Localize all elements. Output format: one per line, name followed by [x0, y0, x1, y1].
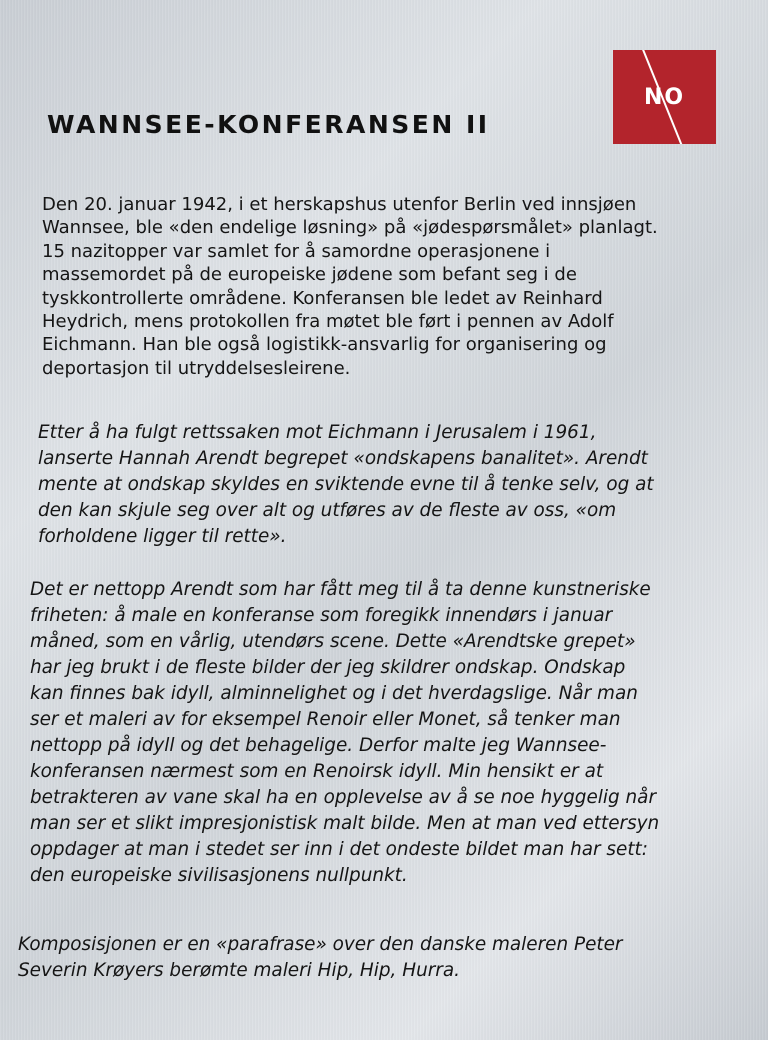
- text-line: Wannsee, ble «den endelige løsning» på «jødespørsmålet» planlagt.: [42, 217, 658, 239]
- text-line: konferansen nærmest som en Renoirsk idyll. Min hensikt er at: [30, 761, 604, 782]
- text-line: kan finnes bak idyll, alminnelighet og i det hverdagslige. Når man: [30, 683, 638, 704]
- text-line: mente at ondskap skyldes en sviktende evne til å tenke selv, og at: [38, 474, 654, 495]
- paragraph-arendt: [38, 420, 738, 550]
- text-line: Det er nettopp Arendt som har fått meg til å ta denne kunstneriske: [30, 579, 651, 600]
- text-line: friheten: å male en konferanse som foregikk innendørs i januar: [30, 605, 613, 626]
- paragraph-composition: [18, 932, 718, 984]
- text-line: måned, som en vårlig, utendørs scene. Dette «Arendtske grepet»: [30, 631, 636, 652]
- text-line: Heydrich, mens protokollen fra møtet ble ført i pennen av Adolf: [42, 311, 614, 333]
- text-line: har jeg brukt i de fleste bilder der jeg skildrer ondskap. Ondskap: [30, 657, 626, 678]
- text-line: massemordet på de europeiske jødene som befant seg i de: [42, 264, 577, 286]
- paragraph-history: [42, 193, 742, 380]
- text-line: Eichmann. Han ble også logistikk-ansvarlig for organisering og: [42, 334, 607, 356]
- text-line: Severin Krøyers berømte maleri Hip, Hip, Hurra.: [18, 960, 460, 981]
- sign-title: WANNSEE-KONFERANSEN II: [47, 110, 490, 139]
- text-line: Den 20. januar 1942, i et herskapshus utenfor Berlin ved innsjøen: [42, 194, 637, 215]
- text-line: den europeiske sivilisasjonens nullpunkt.: [30, 865, 408, 886]
- text-line: oppdager at man i stedet ser inn i det ondeste bildet man har sett:: [30, 839, 648, 860]
- text-line: 15 nazitopper var samlet for å samordne operasjonene i: [42, 240, 551, 262]
- text-line: den kan skjule seg over alt og utføres av de fleste av oss, «om: [38, 500, 617, 521]
- text-line: tyskkontrollerte områdene. Konferansen ble ledet av Reinhard: [42, 287, 603, 309]
- text-line: nettopp på idyll og det behagelige. Derfor malte jeg Wannsee-: [30, 735, 607, 756]
- text-line: man ser et slikt impresjonistisk malt bilde. Men at man ved ettersyn: [30, 813, 660, 834]
- language-code: NO: [643, 84, 686, 110]
- text-line: deportasjon til utryddelsesleirene.: [42, 357, 351, 379]
- text-line: Etter å ha fulgt rettssaken mot Eichmann i Jerusalem i 1961,: [38, 422, 597, 443]
- text-line: forholdene ligger til rette».: [38, 526, 287, 547]
- paragraph-artist-statement: [30, 577, 730, 889]
- language-badge: [613, 50, 716, 144]
- text-line: Komposisjonen er en «parafrase» over den danske maleren Peter: [18, 934, 623, 955]
- text-line: betrakteren av vane skal ha en opplevelse av å se noe hyggelig når: [30, 787, 657, 808]
- text-line: lanserte Hannah Arendt begrepet «ondskapens banalitet». Arendt: [38, 448, 648, 469]
- text-line: ser et maleri av for eksempel Renoir eller Monet, så tenker man: [30, 709, 621, 730]
